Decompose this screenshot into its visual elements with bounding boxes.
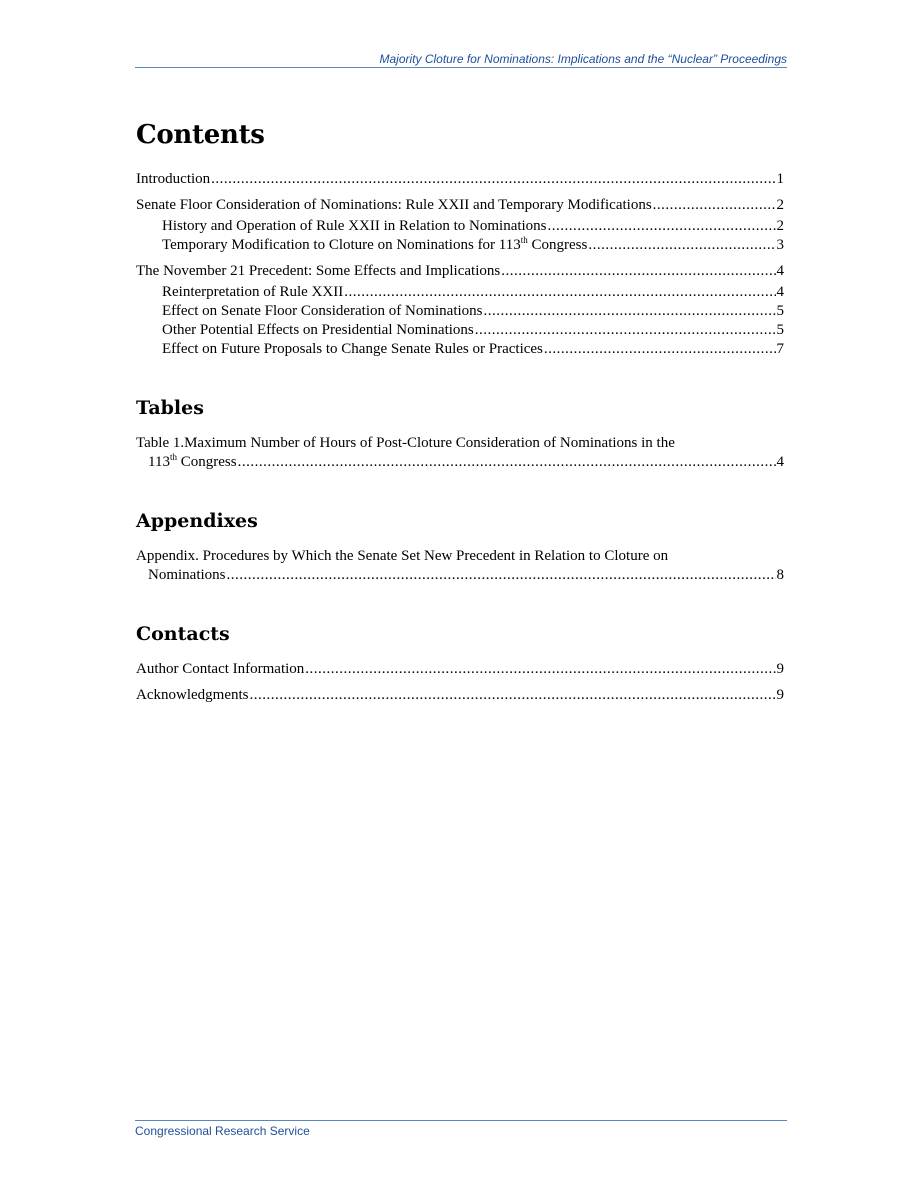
toc-page-number: 2 xyxy=(776,218,784,234)
toc-entry-text xyxy=(162,236,587,255)
running-footer: Congressional Research Service xyxy=(135,1120,787,1138)
toc-page-number: 1 xyxy=(776,171,784,187)
toc-entry-text: Senate Floor Consideration of Nominations: Rule XXII and Temporary Modifications xyxy=(136,197,652,213)
running-header: Majority Cloture for Nominations: Implications and the “Nuclear” Proceedings xyxy=(135,52,787,68)
toc-entry-reinterpretation[interactable] xyxy=(136,283,784,302)
contents-heading: Contents xyxy=(136,120,265,150)
toc-text-part: Temporary Modification to Cloture on Nominations for 113 xyxy=(162,237,521,253)
toc-entry-text xyxy=(148,453,237,472)
leader-dots xyxy=(227,566,776,585)
toc-page-number: 2 xyxy=(776,197,784,213)
leader-dots xyxy=(305,660,775,679)
toc-entry-introduction[interactable] xyxy=(136,170,784,189)
table-of-contents-page xyxy=(136,120,784,743)
appendixes-heading: Appendixes xyxy=(136,510,258,532)
toc-page-number: 4 xyxy=(776,284,784,300)
toc-entry-text: Reinterpretation of Rule XXII xyxy=(162,284,344,300)
toc-entry-table-1[interactable] xyxy=(136,434,784,472)
toc-entry-text: Other Potential Effects on Presidential Nominations xyxy=(162,322,474,338)
toc-page-number: 5 xyxy=(776,322,784,338)
toc-page-number: 8 xyxy=(776,567,784,583)
leader-dots xyxy=(238,453,776,472)
tables-heading: Tables xyxy=(136,397,204,419)
toc-entry-text: Acknowledgments xyxy=(136,687,249,703)
toc-entry-line xyxy=(136,453,784,472)
contacts-section xyxy=(136,623,784,705)
toc-text-part: Congress xyxy=(527,237,588,253)
appendixes-section xyxy=(136,510,784,585)
leader-dots xyxy=(653,196,776,215)
contacts-list xyxy=(136,660,784,705)
toc-entry-effect-future-proposals[interactable] xyxy=(136,340,784,359)
toc-entry-history-rule-xxii[interactable] xyxy=(136,217,784,236)
toc-entry-appendix[interactable] xyxy=(136,547,784,585)
toc-entry-text: Introduction xyxy=(136,171,211,187)
toc-entry-text: History and Operation of Rule XXII in Relation to Nominations xyxy=(162,218,547,234)
leader-dots xyxy=(344,283,775,302)
leader-dots xyxy=(484,302,776,321)
toc-page-number: 7 xyxy=(776,341,784,357)
contacts-heading: Contacts xyxy=(136,623,230,645)
toc-entry-temporary-modification[interactable] xyxy=(136,236,784,255)
ordinal-suffix: th xyxy=(169,452,177,462)
toc-entry-other-potential-effects[interactable] xyxy=(136,321,784,340)
toc-page-number: 9 xyxy=(776,687,784,703)
contents-list xyxy=(136,170,784,359)
tables-section xyxy=(136,397,784,472)
toc-entry-senate-floor-consideration[interactable] xyxy=(136,196,784,215)
toc-page-number: 3 xyxy=(776,237,784,253)
toc-entry-acknowledgments[interactable] xyxy=(136,686,784,705)
toc-entry-text: Effect on Senate Floor Consideration of Nominations xyxy=(162,303,483,319)
toc-entry-text: Nominations xyxy=(148,567,226,583)
toc-entry-text: Author Contact Information xyxy=(136,661,305,677)
leader-dots xyxy=(475,321,776,340)
toc-text-part: Congress xyxy=(176,454,237,470)
leader-dots xyxy=(588,236,775,255)
toc-entry-author-contact[interactable] xyxy=(136,660,784,679)
leader-dots xyxy=(544,340,776,359)
toc-page-number: 9 xyxy=(776,661,784,677)
ordinal-suffix: th xyxy=(520,235,528,245)
toc-page-number: 4 xyxy=(776,454,784,470)
leader-dots xyxy=(211,170,775,189)
toc-entry-text: The November 21 Precedent: Some Effects and Implications xyxy=(136,263,501,279)
toc-entry-text: Effect on Future Proposals to Change Senate Rules or Practices xyxy=(162,341,543,357)
toc-page-number: 5 xyxy=(776,303,784,319)
toc-page-number: 4 xyxy=(776,263,784,279)
toc-entry-line: Table 1.Maximum Number of Hours of Post-Cloture Consideration of Nominations in the xyxy=(136,435,675,451)
leader-dots xyxy=(501,262,775,281)
toc-entry-november-21-precedent[interactable] xyxy=(136,262,784,281)
leader-dots xyxy=(548,217,776,236)
contents-section xyxy=(136,120,784,359)
toc-text-part: 113 xyxy=(148,454,170,470)
toc-entry-line: Appendix. Procedures by Which the Senate Set New Precedent in Relation to Cloture on xyxy=(136,548,669,564)
leader-dots xyxy=(249,686,775,705)
toc-entry-effect-floor-consideration[interactable] xyxy=(136,302,784,321)
toc-entry-line xyxy=(136,566,784,585)
